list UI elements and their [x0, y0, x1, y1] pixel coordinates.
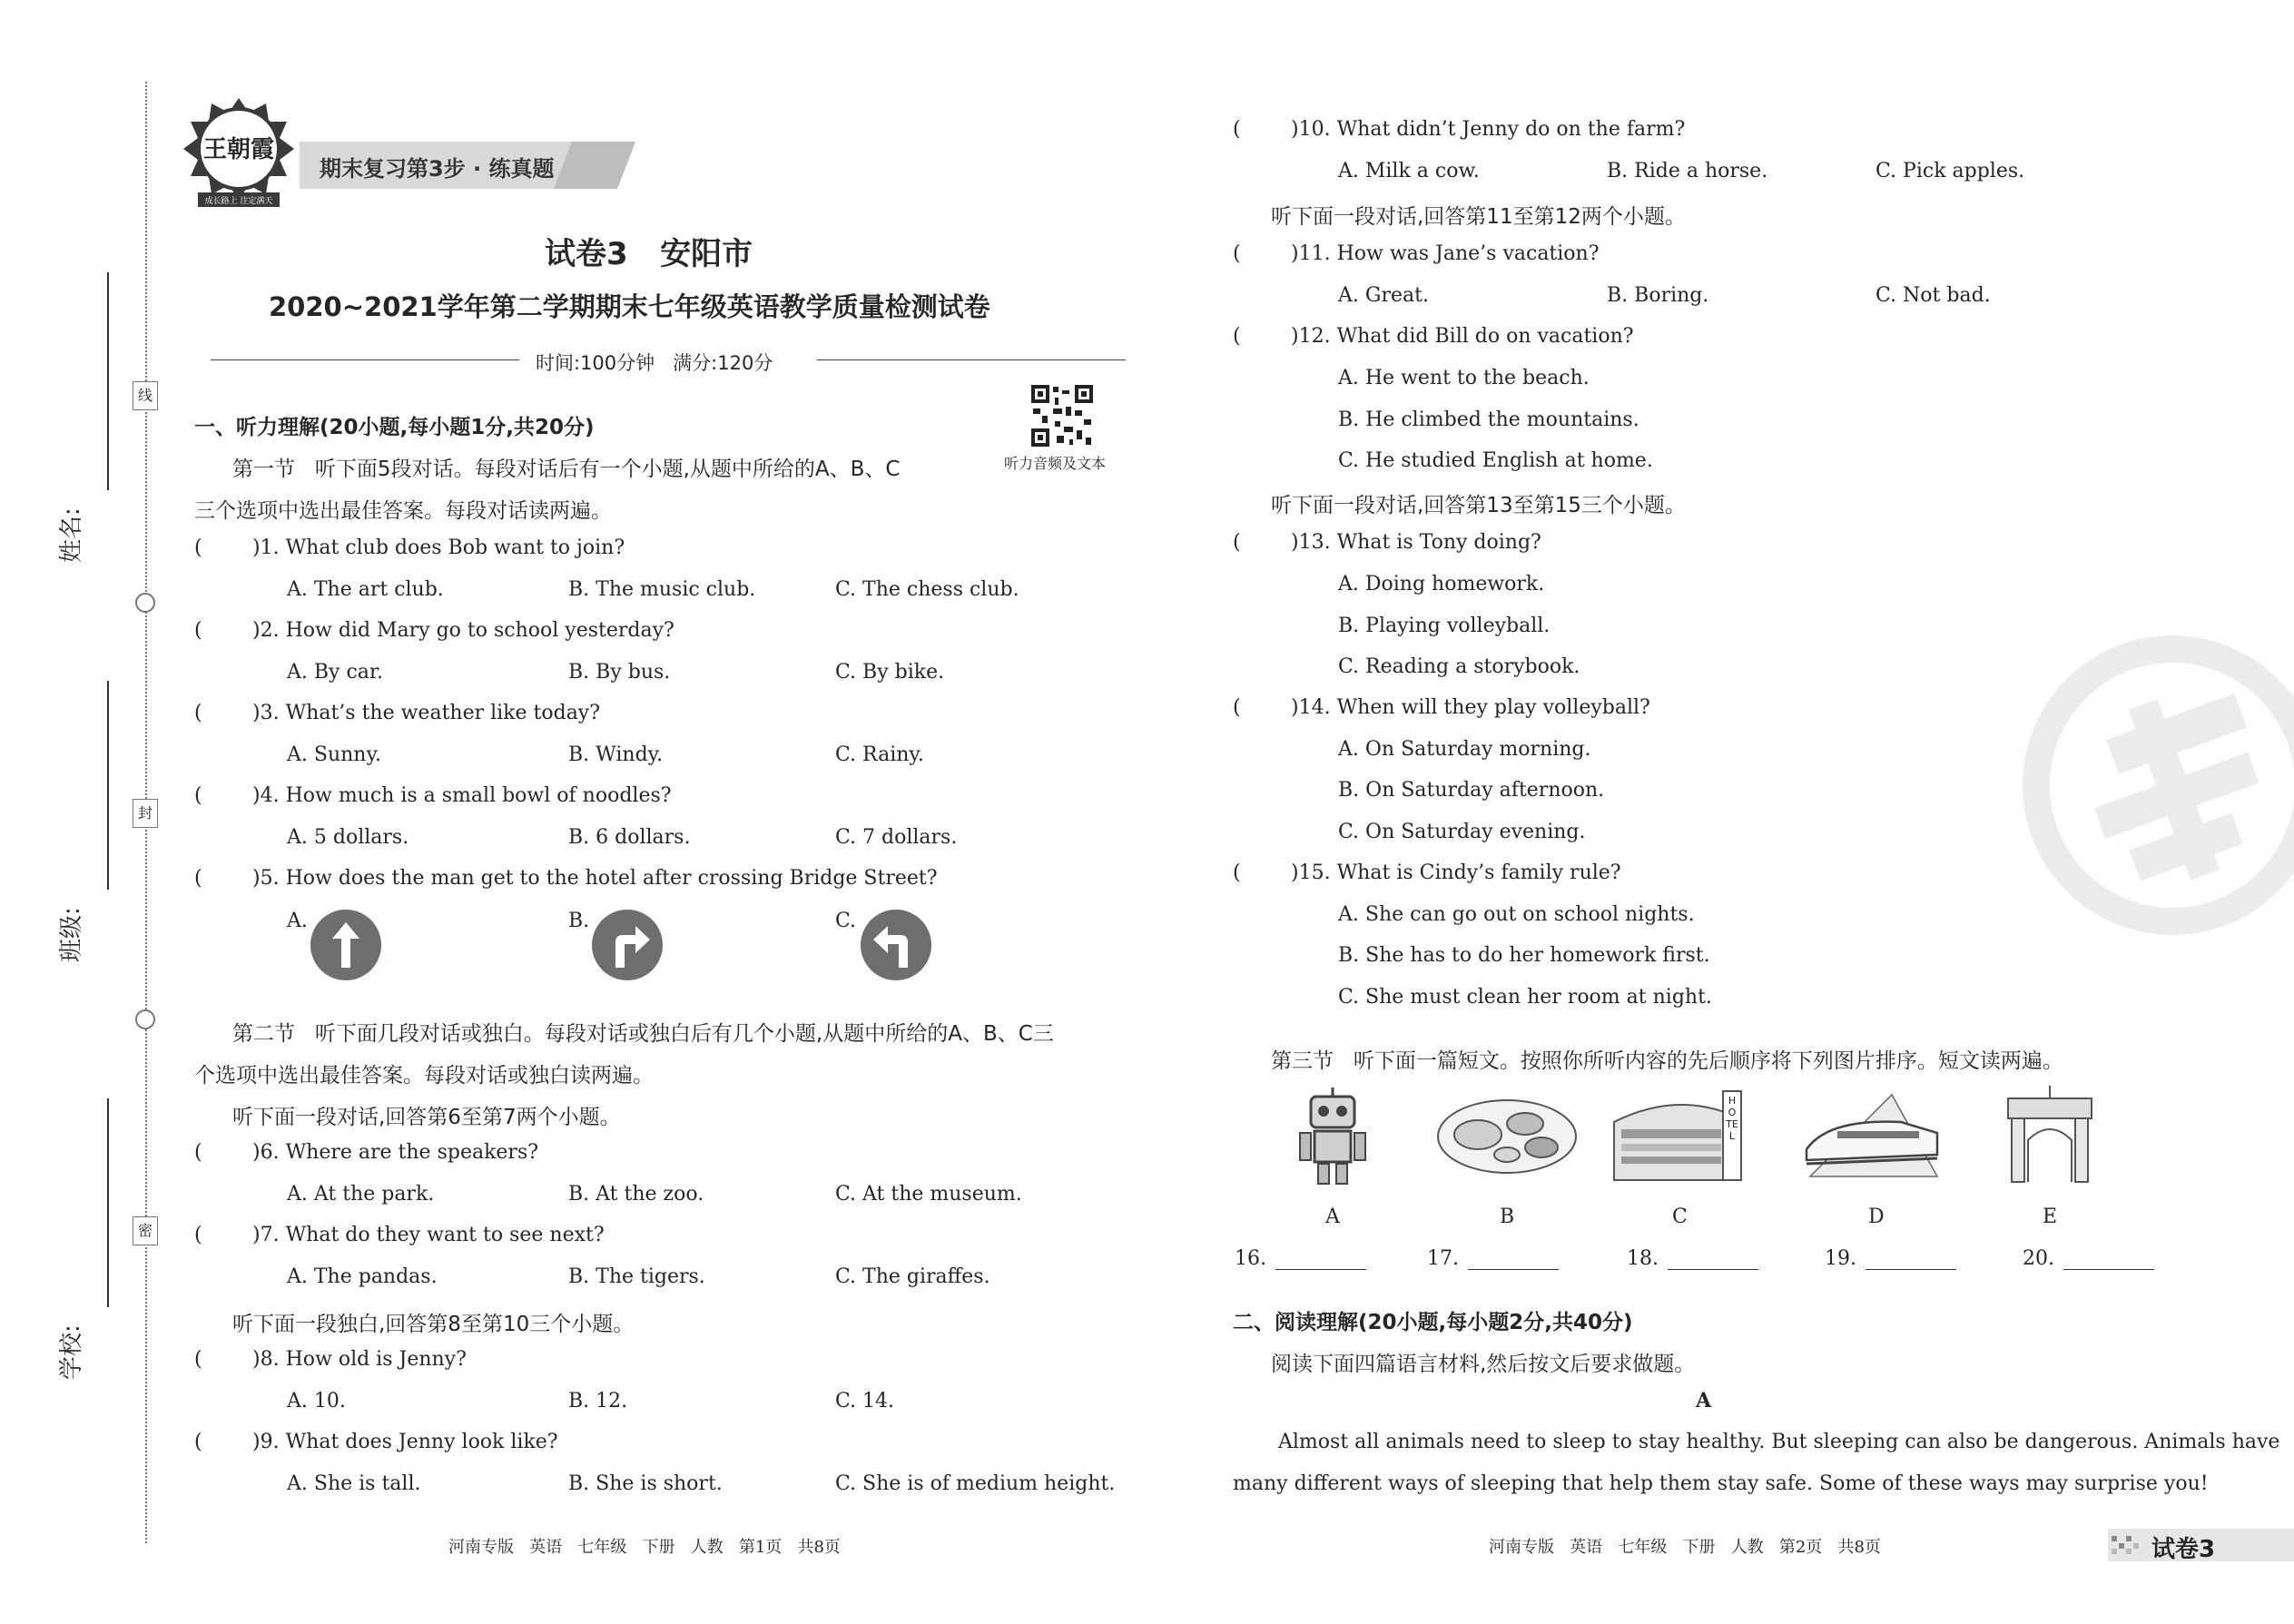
- arrow-turn-left-icon[interactable]: [861, 910, 931, 980]
- q3-option-c[interactable]: C. Rainy.: [835, 743, 924, 766]
- hotel-building-icon: [1609, 1086, 1745, 1186]
- q14-option-a[interactable]: A. On Saturday morning.: [1338, 738, 1591, 761]
- q13-option-b[interactable]: B. Playing volleyball.: [1338, 615, 1551, 637]
- pic-label-a: A: [1325, 1206, 1340, 1228]
- time-score: 时间:100分钟 满分:120分: [536, 352, 773, 374]
- banner: [300, 138, 635, 192]
- q10-answer-paren[interactable]: (: [1233, 118, 1241, 141]
- q2-stem: )2. How did Mary go to school yesterday?: [252, 619, 674, 642]
- blank-19-label: 19.: [1825, 1247, 1856, 1270]
- sec2-note-1: 听下面一段对话,回答第6至第7两个小题。: [232, 1106, 621, 1129]
- right-footer: 河南专版 英语 七年级 下册 人教 第2页 共8页: [1489, 1538, 1881, 1557]
- page-tab: [2108, 1529, 2294, 1561]
- seal-char-feng: 封: [133, 799, 158, 828]
- q12-answer-paren[interactable]: (: [1233, 325, 1241, 348]
- q9-option-b[interactable]: B. She is short.: [568, 1472, 723, 1495]
- picture-food: [1434, 1089, 1580, 1180]
- q5-option-a[interactable]: A.: [287, 910, 308, 932]
- title-rule-left: [211, 359, 519, 360]
- q2-answer-paren[interactable]: (: [194, 619, 202, 642]
- q11-stem: )11. How was Jane’s vacation?: [1291, 242, 1600, 265]
- q5-answer-paren[interactable]: (: [194, 867, 202, 890]
- high-speed-train-icon: [1801, 1086, 1946, 1186]
- seal-char-xian: 线: [133, 381, 158, 410]
- q13-answer-paren[interactable]: (: [1233, 531, 1241, 554]
- q2-option-c[interactable]: C. By bike.: [835, 661, 945, 684]
- pic-label-e: E: [2043, 1206, 2058, 1228]
- q6-option-a[interactable]: A. At the park.: [287, 1183, 435, 1206]
- q14-stem: )14. When will they play volleyball?: [1291, 696, 1650, 719]
- q2-option-a[interactable]: A. By car.: [287, 661, 383, 684]
- q11-answer-paren[interactable]: (: [1233, 242, 1241, 265]
- q14-option-c[interactable]: C. On Saturday evening.: [1338, 821, 1586, 843]
- pic-label-c: C: [1672, 1206, 1688, 1228]
- class-line: [107, 681, 109, 890]
- q8-answer-paren[interactable]: (: [194, 1348, 202, 1371]
- picture-robot: [1287, 1086, 1378, 1186]
- q3-option-a[interactable]: A. Sunny.: [287, 743, 381, 766]
- q2-option-b[interactable]: B. By bus.: [568, 661, 671, 684]
- passage-line-1: Almost all animals need to sleep to stay healthy. But sleeping can also be dangerous. Animals have: [1278, 1431, 2280, 1453]
- q3-option-b[interactable]: B. Windy.: [568, 743, 664, 766]
- blank-18-label: 18.: [1627, 1247, 1659, 1270]
- left-footer: 河南专版 英语 七年级 下册 人教 第1页 共8页: [448, 1538, 841, 1557]
- q13-stem: )13. What is Tony doing?: [1291, 531, 1541, 554]
- tab-pixel-decor: [2112, 1536, 2139, 1554]
- q7-option-a[interactable]: A. The pandas.: [287, 1265, 438, 1288]
- q10-option-a[interactable]: A. Milk a cow.: [1338, 160, 1480, 182]
- q11-option-a[interactable]: A. Great.: [1338, 284, 1429, 307]
- q15-stem: )15. What is Cindy’s family rule?: [1291, 861, 1621, 884]
- q5-option-c[interactable]: C.: [835, 910, 857, 932]
- qr-code[interactable]: [1029, 383, 1095, 448]
- q4-option-c[interactable]: C. 7 dollars.: [835, 826, 958, 849]
- q10-stem: )10. What didn’t Jenny do on the farm?: [1291, 118, 1686, 141]
- q12-option-c[interactable]: C. He studied English at home.: [1338, 449, 1653, 472]
- part1-title: 一、听力理解(20小题,每小题1分,共20分): [194, 416, 595, 439]
- q7-option-c[interactable]: C. The giraffes.: [835, 1265, 990, 1288]
- banner-text: 期末复习第3步 · 练真题: [320, 156, 555, 182]
- memorial-gate-icon: [1995, 1086, 2104, 1186]
- pic-label-d: D: [1868, 1206, 1885, 1228]
- title-rule-right: [817, 359, 1126, 360]
- sec1-intro-line1: 第一节 听下面5段对话。每段对话后有一个小题,从题中所给的A、B、C: [232, 458, 901, 481]
- q12-stem: )12. What did Bill do on vacation?: [1291, 325, 1634, 348]
- q4-answer-paren[interactable]: (: [194, 784, 202, 807]
- q8-stem: )8. How old is Jenny?: [252, 1348, 467, 1371]
- sec1-intro-line2: 三个选项中选出最佳答案。每段对话读两遍。: [194, 499, 612, 523]
- q7-stem: )7. What do they want to see next?: [252, 1224, 605, 1246]
- seal-char-mi: 密: [133, 1216, 158, 1245]
- watermark-seal: [2023, 635, 2294, 935]
- q4-stem: )4. How much is a small bowl of noodles?: [252, 784, 672, 807]
- q7-option-b[interactable]: B. The tigers.: [568, 1265, 705, 1288]
- q1-option-b[interactable]: B. The music club.: [568, 578, 756, 601]
- blank-20-label: 20.: [2023, 1247, 2054, 1270]
- robot-icon: [1287, 1086, 1378, 1186]
- binding-dot-2: [135, 1009, 155, 1029]
- school-label: 学校:: [58, 1324, 85, 1380]
- q11-option-c[interactable]: C. Not bad.: [1876, 284, 1991, 307]
- q5-option-b[interactable]: B.: [568, 910, 590, 932]
- school-line: [107, 1098, 109, 1307]
- name-line: [107, 272, 109, 490]
- q3-stem: )3. What’s the weather like today?: [252, 702, 601, 724]
- q8-option-a[interactable]: A. 10.: [287, 1390, 346, 1412]
- q15-option-a[interactable]: A. She can go out on school nights.: [1338, 903, 1695, 926]
- name-label: 姓名:: [58, 507, 85, 563]
- q9-option-c[interactable]: C. She is of medium height.: [835, 1472, 1116, 1495]
- blank-16-label: 16.: [1235, 1247, 1266, 1270]
- q1-answer-paren[interactable]: (: [194, 536, 202, 559]
- q1-stem: )1. What club does Bob want to join?: [252, 536, 625, 559]
- page-title: 试卷3 安阳市: [545, 236, 753, 272]
- q10-option-c[interactable]: C. Pick apples.: [1876, 160, 2025, 182]
- q1-option-a[interactable]: A. The art club.: [287, 578, 444, 601]
- arrow-turn-right-icon[interactable]: [592, 910, 663, 980]
- blank-19[interactable]: [1825, 1247, 1956, 1270]
- hotel-sign: HOTEL: [1726, 1095, 1738, 1142]
- q6-option-b[interactable]: B. At the zoo.: [568, 1183, 704, 1206]
- qr-code-icon: [1029, 383, 1095, 448]
- q6-answer-paren[interactable]: (: [194, 1141, 202, 1164]
- picture-gate: [1995, 1086, 2104, 1186]
- class-field[interactable]: [53, 681, 125, 962]
- q9-option-a[interactable]: A. She is tall.: [287, 1472, 421, 1495]
- blank-17-label: 17.: [1427, 1247, 1459, 1270]
- q5-stem: )5. How does the man get to the hotel after crossing Bridge Street?: [252, 867, 938, 890]
- q9-stem: )9. What does Jenny look like?: [252, 1431, 558, 1453]
- picture-train: [1801, 1086, 1946, 1186]
- q14-option-b[interactable]: B. On Saturday afternoon.: [1338, 779, 1605, 802]
- q15-option-c[interactable]: C. She must clean her room at night.: [1338, 986, 1712, 1009]
- part2-title: 二、阅读理解(20小题,每小题2分,共40分): [1233, 1311, 1633, 1334]
- q6-stem: )6. Where are the speakers?: [252, 1141, 539, 1164]
- qr-label: 听力音频及文本: [1004, 455, 1107, 472]
- q6-option-c[interactable]: C. At the museum.: [835, 1183, 1022, 1206]
- q4-option-b[interactable]: B. 6 dollars.: [568, 826, 691, 849]
- name-field[interactable]: [53, 272, 125, 563]
- q7-answer-paren[interactable]: (: [194, 1224, 202, 1246]
- passage-label: A: [1696, 1389, 1712, 1412]
- blank-16[interactable]: [1235, 1247, 1366, 1270]
- q12-option-a[interactable]: A. He went to the beach.: [1338, 367, 1590, 389]
- passage-line-2: many different ways of sleeping that help them stay safe. Some of these ways may surprise you!: [1233, 1472, 2209, 1495]
- blank-20[interactable]: [2023, 1247, 2154, 1270]
- picture-hotel: [1609, 1086, 1745, 1186]
- blank-17[interactable]: [1427, 1247, 1559, 1270]
- q1-option-c[interactable]: C. The chess club.: [835, 578, 1019, 601]
- blank-18[interactable]: [1627, 1247, 1758, 1270]
- q15-answer-paren[interactable]: (: [1233, 861, 1241, 884]
- note-11: 听下面一段对话,回答第11至第12两个小题。: [1271, 205, 1686, 229]
- q15-option-b[interactable]: B. She has to do her homework first.: [1338, 944, 1710, 967]
- watermark-seal-icon: [2023, 635, 2294, 935]
- note-13: 听下面一段对话,回答第13至第15三个小题。: [1271, 494, 1686, 517]
- page-tab-label: 试卷3: [2151, 1536, 2216, 1563]
- q12-option-b[interactable]: B. He climbed the mountains.: [1338, 408, 1639, 431]
- q10-option-b[interactable]: B. Ride a horse.: [1607, 160, 1768, 182]
- page-subtitle: 2020~2021学年第二学期期末七年级英语教学质量检测试卷: [269, 291, 990, 322]
- sec3-intro: 第三节 听下面一篇短文。按照你所听内容的先后顺序将下列图片排序。短文读两遍。: [1271, 1049, 2063, 1073]
- sec2-intro-line2: 个选项中选出最佳答案。每段对话或独白读两遍。: [194, 1064, 654, 1088]
- food-plate-icon: [1434, 1089, 1580, 1180]
- part2-intro: 阅读下面四篇语言材料,然后按文后要求做题。: [1271, 1353, 1696, 1376]
- arrow-straight-icon[interactable]: [310, 910, 381, 980]
- logo-text: 王朝霞: [202, 136, 274, 163]
- q4-option-a[interactable]: A. 5 dollars.: [287, 826, 409, 849]
- q3-answer-paren[interactable]: (: [194, 702, 202, 724]
- q14-answer-paren[interactable]: (: [1233, 696, 1241, 719]
- sec2-note-2: 听下面一段独白,回答第8至第10三个小题。: [232, 1313, 635, 1336]
- binding-dot-1: [135, 593, 155, 613]
- sec2-intro-line1: 第二节 听下面几段对话或独白。每段对话或独白后有几个小题,从题中所给的A、B、C三: [232, 1022, 1054, 1046]
- q8-option-c[interactable]: C. 14.: [835, 1390, 895, 1412]
- school-field[interactable]: [53, 1098, 125, 1380]
- logo-badge: [180, 94, 298, 212]
- q13-option-a[interactable]: A. Doing homework.: [1338, 573, 1545, 595]
- class-label: 班级:: [58, 907, 85, 962]
- q9-answer-paren[interactable]: (: [194, 1431, 202, 1453]
- q11-option-b[interactable]: B. Boring.: [1607, 284, 1709, 307]
- q8-option-b[interactable]: B. 12.: [568, 1390, 628, 1412]
- pic-label-b: B: [1500, 1206, 1515, 1228]
- logo-small-text: 成长路上 注定满天: [204, 197, 273, 206]
- q13-option-c[interactable]: C. Reading a storybook.: [1338, 655, 1580, 678]
